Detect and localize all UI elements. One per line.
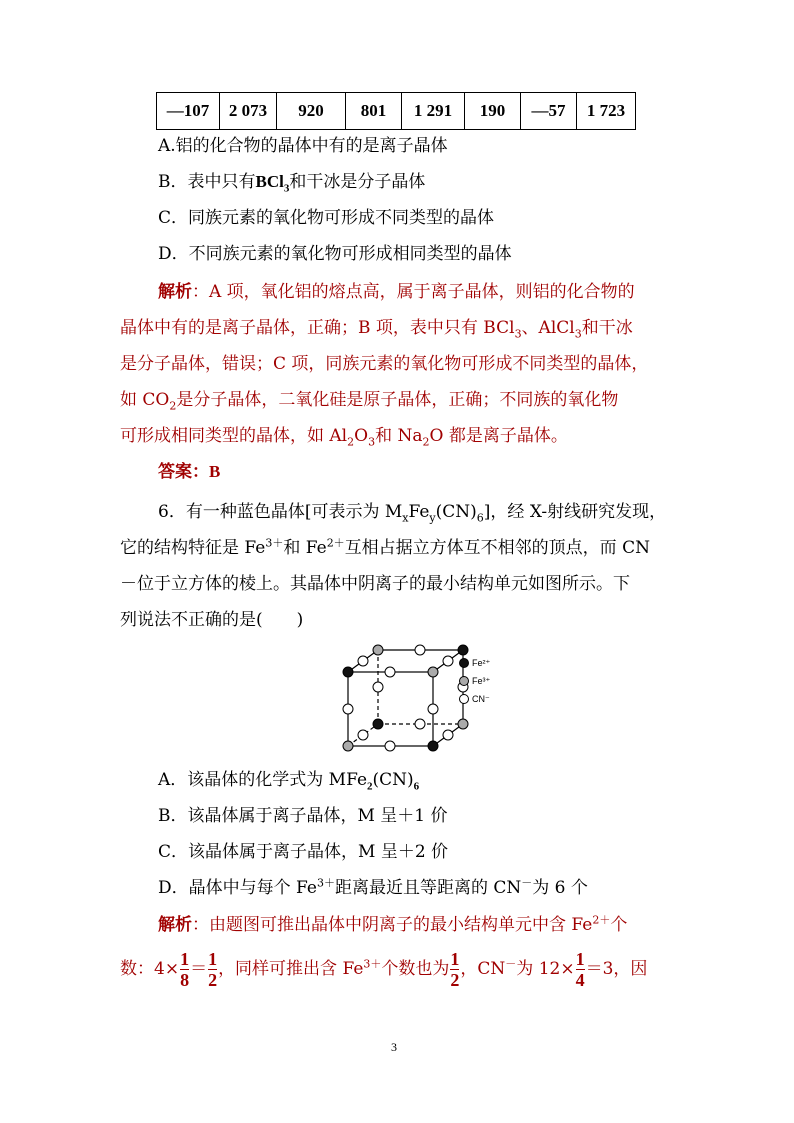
cn-ion <box>385 667 395 677</box>
fraction-1-2: $\frac{1}{2}$ <box>208 949 218 990</box>
fe3-ion <box>458 719 468 729</box>
table-cell: 2 073 <box>220 93 277 130</box>
fraction-1-2: $\frac{1}{2}$ <box>450 949 460 990</box>
page-number: 3 <box>391 1040 397 1054</box>
fraction-1-4: $\frac{1}{4}$ <box>575 949 585 990</box>
fraction-1-8: $\frac{1}{8}$ <box>180 949 190 990</box>
table-cell: —107 <box>157 93 220 130</box>
table-cell: 1 291 <box>402 93 465 130</box>
q5-analysis-line3: 是分子晶体，错误；C 项，同族元素的氧化物可形成不同类型的晶体， <box>120 354 649 374</box>
q6-stem-line2: 它的结构特征是 $Fe^{3+}$和 $Fe^{2+}$互相占据立方体互不相邻的顶点，而 CN <box>120 536 650 558</box>
legend-fe3-label: Fe³⁺ <box>472 676 491 686</box>
table-cell: 190 <box>465 93 521 130</box>
fe2-ion <box>343 667 353 677</box>
q6-option-c: C．该晶体属于离子晶体，M 呈＋2 价 <box>158 842 449 862</box>
fe3-ion <box>373 645 383 655</box>
melting-point-table-row <box>156 92 636 130</box>
cn-ion <box>443 730 453 740</box>
fe3-ion <box>343 741 353 751</box>
q6-analysis-line2: 数：4× $\frac{1}{8}$ ＝ $\frac{1}{2}$ ，同样可推出含 $Fe^{3+}$个数也为 $\frac{1}{2}$ ，CN－为 12× $\frac{1}{4}$ ＝3，因 <box>120 949 648 990</box>
q6-stem-line1: 6．有一种蓝色晶体[可表示为 $M_xFe_y(CN)_6$]，经 X-射线研究发现， <box>158 502 667 525</box>
table-cell: 1 723 <box>577 93 636 130</box>
legend-cn-label: CN⁻ <box>472 694 490 704</box>
q5-option-c: C．同族元素的氧化物可形成不同类型的晶体 <box>158 208 495 228</box>
q5-option-b: B．表中只有BCl$_3$和干冰是分子晶体 <box>158 172 426 195</box>
legend-fe2-label: Fe²⁺ <box>472 658 491 668</box>
q5-analysis-line5: 可形成相同类型的晶体，如 $Al_2O_3$和 $Na_2O$ 都是离子晶体。 <box>120 426 568 449</box>
crystal-unit-cell-figure <box>330 640 500 755</box>
legend-fe2-marker <box>460 659 469 668</box>
cn-ion <box>358 656 368 666</box>
analysis-label: 解析 <box>158 282 192 302</box>
legend-fe3-marker <box>460 677 469 686</box>
cn-ion <box>373 682 383 692</box>
cn-ion <box>428 704 438 714</box>
cn-ion <box>358 730 368 740</box>
legend-cn-marker <box>460 695 469 704</box>
fe2-ion <box>458 645 468 655</box>
q6-option-b: B．该晶体属于离子晶体，M 呈＋1 价 <box>158 806 448 826</box>
cn-ion <box>343 704 353 714</box>
q6-stem-line3: －位于立方体的棱上。其晶体中阴离子的最小结构单元如图所示。下 <box>120 574 630 594</box>
cn-ion <box>385 741 395 751</box>
q5-option-a: A.铝的化合物的晶体中有的是离子晶体 <box>158 136 448 156</box>
cn-ion <box>415 645 425 655</box>
q6-option-a: A．该晶体的化学式为 $MFe_2(CN)_6$ <box>158 770 420 793</box>
q5-option-d: D．不同族元素的氧化物可形成相同类型的晶体 <box>158 244 512 264</box>
table-row <box>157 93 636 130</box>
q6-option-d: D．晶体中与每个 $Fe^{3+}$距离最近且等距离的 CN－为 6 个 <box>158 876 588 898</box>
q5-analysis-line1: 解析：A 项，氧化铝的熔点高，属于离子晶体，则铝的化合物的 <box>158 282 635 302</box>
table-cell: 801 <box>346 93 402 130</box>
cn-ion <box>443 656 453 666</box>
table-cell: 920 <box>277 93 346 130</box>
table-cell: —57 <box>521 93 577 130</box>
fe3-ion <box>428 667 438 677</box>
fe2-ion <box>373 719 383 729</box>
q5-analysis-line2: 晶体中有的是离子晶体，正确；B 项，表中只有 BCl$_3$、AlCl$_3$和干冰 <box>120 318 633 341</box>
q6-stem-line4: 列说法不正确的是( ) <box>120 610 304 630</box>
cn-ion <box>415 719 425 729</box>
q6-analysis-line1: 解析：由题图可推出晶体中阴离子的最小结构单元中含 $Fe^{2+}$个 <box>158 913 628 935</box>
q5-analysis-line4: 如 $CO_2$是分子晶体，二氧化硅是原子晶体，正确；不同族的氧化物 <box>120 390 619 413</box>
answer-label: 答案 <box>158 462 192 482</box>
q5-answer: 答案：B <box>158 462 221 482</box>
fe2-ion <box>428 741 438 751</box>
analysis-label: 解析 <box>158 915 192 935</box>
